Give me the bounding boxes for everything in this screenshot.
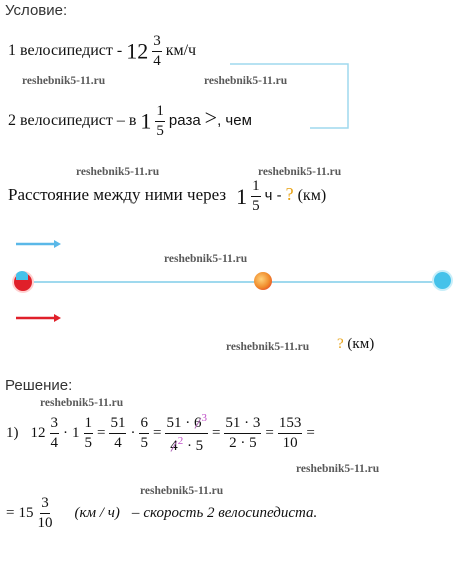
bottom-arrow-icon	[16, 313, 62, 323]
watermark: reshebnik5-11.ru	[140, 485, 224, 497]
result-dash: –	[131, 505, 140, 521]
line2-word: раза	[168, 112, 201, 130]
f3-num: 51	[109, 416, 126, 434]
result-whole: 15	[18, 505, 34, 521]
t2-den: 5	[84, 435, 92, 451]
f5-fraction	[165, 413, 208, 454]
result-unit: (км / ч)	[74, 505, 120, 521]
line1-num: 3	[152, 34, 162, 52]
f5-num	[165, 413, 208, 434]
line1-fraction	[152, 34, 162, 69]
watermark: reshebnik5-11.ru	[258, 166, 342, 178]
t2-num: 1	[84, 416, 94, 434]
solution-heading: Решение:	[5, 377, 73, 394]
equals-3: =	[211, 425, 221, 441]
line2-suffix: , чем	[217, 112, 252, 130]
f5-num-crossed: 6	[193, 415, 202, 431]
line1-prefix: 1 велосипедист -	[8, 42, 123, 60]
condition-line-2	[8, 104, 252, 139]
equals-2: =	[152, 425, 162, 441]
watermark: reshebnik5-11.ru	[204, 75, 288, 87]
solution-result	[6, 496, 317, 531]
line3-num: 1	[251, 179, 261, 197]
solution-step-1	[6, 413, 315, 454]
watermark: reshebnik5-11.ru	[164, 253, 248, 265]
line2-num: 1	[155, 104, 165, 122]
result-den: 10	[37, 515, 53, 531]
line2-fraction	[155, 104, 165, 139]
line3-prefix: Расстояние между ними через	[8, 185, 227, 205]
f4-fraction	[139, 416, 149, 451]
line2-whole: 1	[140, 108, 152, 134]
condition-line-1	[8, 34, 196, 69]
equals-1: =	[97, 425, 106, 441]
line3-whole: 1	[236, 183, 248, 209]
line3-paren: (км)	[297, 187, 327, 205]
f5-den-c: · 5	[186, 438, 204, 454]
greater-sign: >	[204, 105, 218, 131]
line3-den: 5	[252, 198, 260, 214]
result-fraction	[37, 496, 52, 531]
f5-num-reduced: 3	[201, 412, 207, 424]
f7-fraction	[278, 416, 303, 451]
t2-whole: 1	[72, 425, 80, 441]
f5-den	[170, 434, 203, 454]
watermark: reshebnik5-11.ru	[296, 463, 380, 475]
dot-1: ·	[63, 425, 68, 441]
dot-2: ·	[130, 425, 136, 441]
f4-num: 6	[139, 416, 149, 434]
f6-num: 51 · 3	[224, 416, 261, 434]
line1-whole: 12	[126, 38, 149, 64]
distance-line	[24, 281, 444, 283]
line1-unit: км/ч	[165, 42, 197, 60]
result-equals: =	[6, 505, 15, 521]
line2-prefix: 2 велосипедист – в	[8, 112, 137, 130]
left-point-top	[16, 271, 28, 280]
f4-den: 5	[140, 435, 148, 451]
t1-num: 3	[50, 416, 60, 434]
f5-num-a: 51 ·	[166, 415, 191, 431]
f5-den-crossed: 4	[170, 438, 178, 454]
t1-whole: 12	[30, 425, 46, 441]
distance-question	[337, 336, 374, 353]
t1-fraction	[50, 416, 60, 451]
line1-den: 4	[153, 53, 161, 69]
equals-5: =	[306, 425, 315, 441]
distance-unit: (км)	[347, 336, 375, 352]
question-mark: ?	[285, 184, 294, 205]
f6-den: 2 · 5	[229, 435, 257, 451]
result-num: 3	[40, 496, 50, 514]
condition-heading: Условие:	[5, 2, 68, 19]
f3-fraction	[109, 416, 126, 451]
watermark: reshebnik5-11.ru	[226, 341, 310, 353]
result-text: скорость 2 велосипедиста.	[143, 505, 318, 521]
middle-point-dot	[254, 272, 272, 290]
step-label: 1)	[6, 425, 19, 441]
f3-den: 4	[114, 435, 122, 451]
f5-den-reduced: 2	[177, 435, 184, 447]
watermark: reshebnik5-11.ru	[22, 75, 106, 87]
line2-den: 5	[156, 123, 164, 139]
t2-fraction	[84, 416, 94, 451]
line3-fraction	[251, 179, 261, 214]
equals-4: =	[265, 425, 274, 441]
watermark: reshebnik5-11.ru	[76, 166, 160, 178]
watermark: reshebnik5-11.ru	[40, 397, 124, 409]
distance-question-mark: ?	[337, 336, 344, 352]
right-point-dot	[434, 272, 451, 289]
f6-fraction	[224, 416, 261, 451]
line3-unit: ч -	[264, 187, 282, 205]
t1-den: 4	[50, 435, 58, 451]
f7-num: 153	[278, 416, 303, 434]
condition-line-3	[8, 179, 326, 214]
f7-den: 10	[282, 435, 298, 451]
top-arrow-icon	[16, 239, 62, 249]
